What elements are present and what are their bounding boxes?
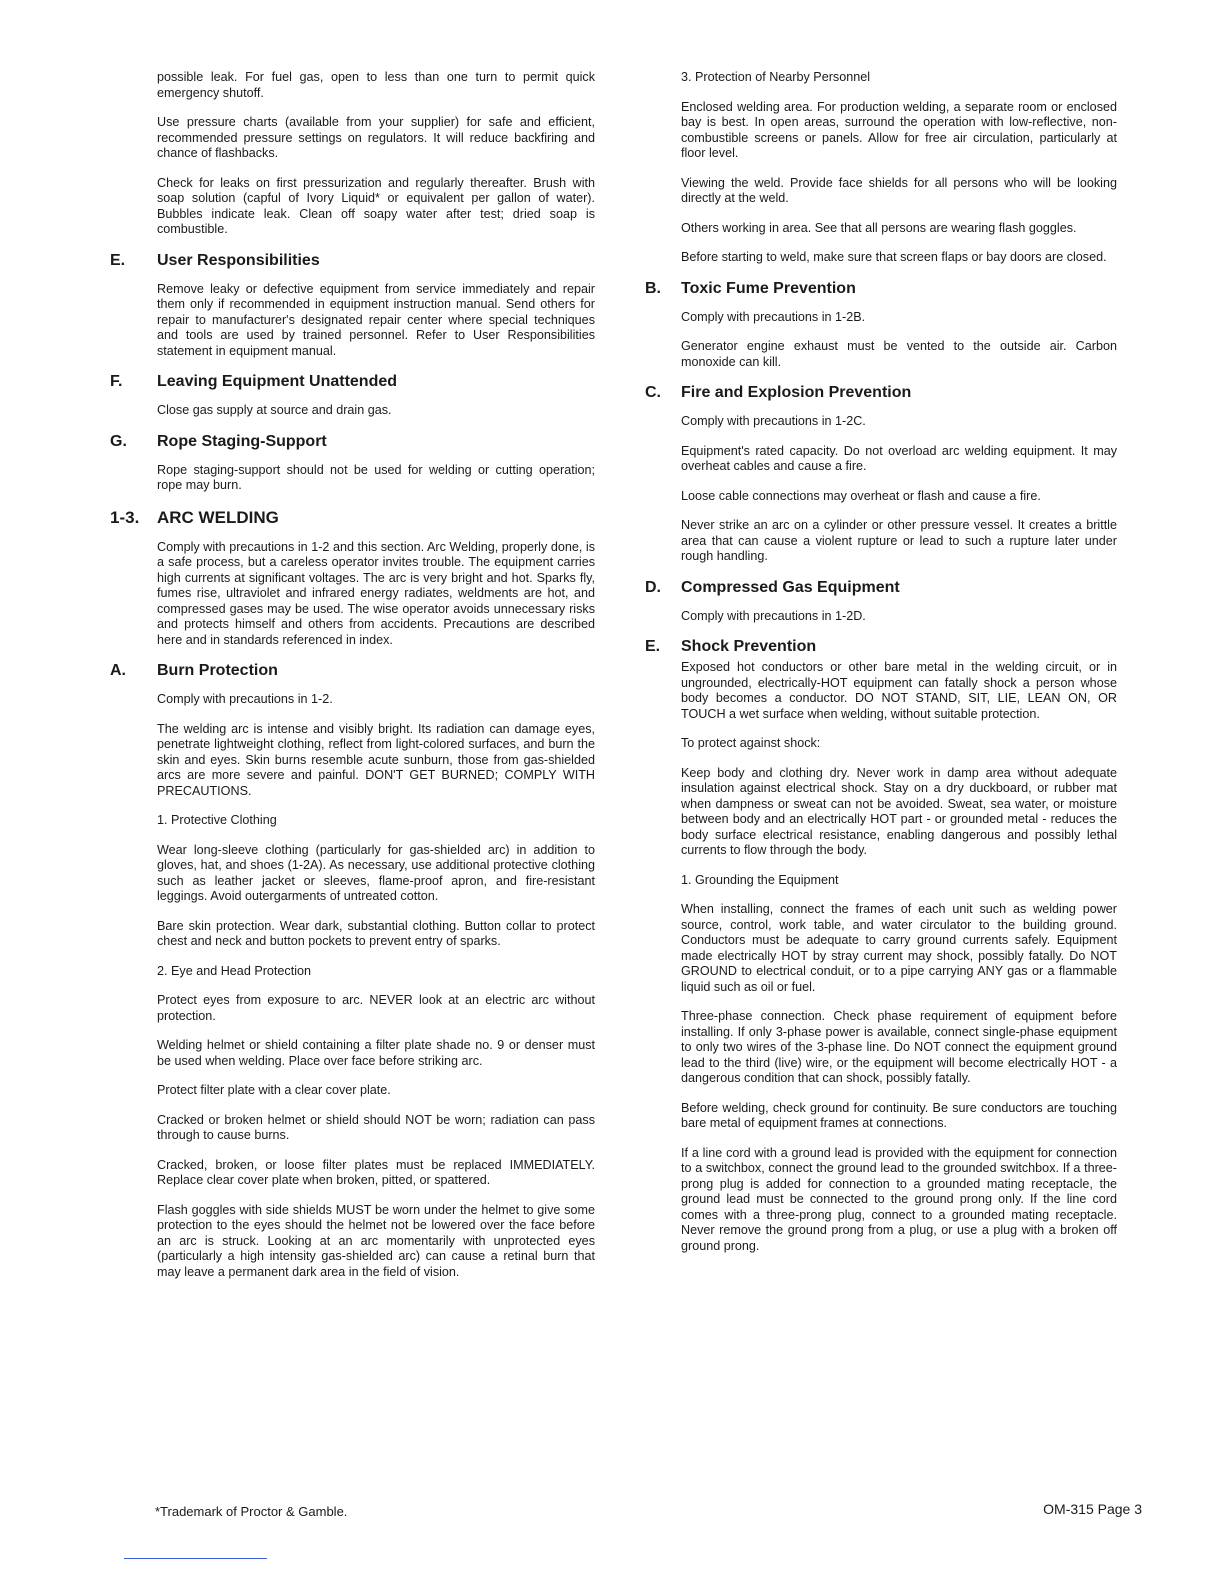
paragraph: To protect against shock: (681, 736, 821, 750)
paragraph: Check for leaks on first pressurization and regularly thereafter. Brush with soap solution (capful of Ivory Liquid* or equivalent per gallon of water). Bubbles indicate leak. Clean off soapy water after test; dried soap is combustible. (157, 175, 595, 236)
paragraph: Flash goggles with side shields MUST be worn under the helmet to give some protection to the eyes should the helmet not be lowered over the face before an arc is struck. Looking at an arc momentarily with unprotected eyes (particularly a high intensity gas-shielded arc) can cause a retinal burn that may leave a permanent dark area in the field of vision. (157, 1202, 595, 1279)
paragraph: Wear long-sleeve clothing (particularly for gas-shielded arc) in addition to gloves, hat, and shoes (1-2A). As necessary, use additional protective clothing such as leather jacket or sleeves, flame-proof apron, and fire-resistant leggings. Avoid outergarments of untreated cotton. (157, 842, 595, 903)
paragraph: Equipment's rated capacity. Do not overload arc welding equipment. It may overheat cables and cause a fire. (681, 443, 1117, 473)
paragraph: Comply with precautions in 1-2 and this section. Arc Welding, properly done, is a safe process, but a careless operator invites trouble. The equipment carries high currents at significant voltages. The arc is very bright and hot. Sparks fly, fumes rise, ultraviolet and infrared energy radiates, weldments are hot, and compressed gases may be used. The wise operator avoids unnecessary risks and protects himself and others from accidents. Precautions are described here and in standards referenced in index. (157, 539, 595, 647)
section-letter: G. (110, 432, 127, 450)
subsection-title: 3. Protection of Nearby Personnel (681, 70, 871, 84)
section-title: Leaving Equipment Unattended (157, 373, 398, 390)
paragraph: Loose cable connections may overheat or flash and cause a fire. (681, 488, 1041, 503)
footnote: *Trademark of Proctor & Gamble. (155, 1504, 348, 1519)
section-title: User Responsibilities (157, 251, 320, 269)
section-title: Shock Prevention (681, 638, 817, 655)
section-number: 1-3. (110, 507, 140, 527)
section-heading-leaving-equipment (110, 373, 595, 391)
paragraph: Cracked or broken helmet or shield should NOT be worn; radiation can pass through to cause burns. (157, 1112, 595, 1142)
section-letter: D. (645, 578, 661, 596)
paragraph: Comply with precautions in 1-2B. (681, 309, 866, 324)
section-letter: E. (110, 251, 126, 269)
subsection-title: 1. Grounding the Equipment (681, 872, 839, 887)
paragraph: Others working in area. See that all persons are wearing flash goggles. (681, 220, 1077, 235)
section-title: Compressed Gas Equipment (681, 578, 900, 596)
paragraph: possible leak. For fuel gas, open to less than one turn to permit quick emergency shutoff. (157, 70, 595, 100)
paragraph: Generator engine exhaust must be vented to the outside air. Carbon monoxide can kill. (681, 339, 1117, 369)
paragraph: Exposed hot conductors or other bare metal in the welding circuit, or in ungrounded, electrically-HOT equipment can fatally shock a person whose body becomes a conductor. DO NOT STAND, SIT, LIE, LEAN ON, OR TOUCH a wet surface when welding, without suitable protection. (681, 660, 1117, 721)
section-title: Rope Staging-Support (157, 432, 327, 450)
paragraph: If a line cord with a ground lead is provided with the equipment for connection to a switchbox, connect the ground lead to the grounded switchbox. If a three-prong plug is added for connection to a grounded mating receptacle, the ground lead must be connected to the ground prong only. If the line cord comes with a three-prong plug, connect to a grounded mating receptacle. Never remove the ground prong from a plug, or use a plug with a broken off ground prong. (681, 1145, 1117, 1253)
paragraph: Enclosed welding area. For production welding, a separate room or enclosed bay is best. In open areas, surround the operation with low-reflective, non-combustible screens or panels. Allow for free air circulation, particularly at floor level. (681, 99, 1117, 160)
left-column (110, 70, 595, 1294)
paragraph: When installing, connect the frames of each unit such as welding power source, control, work table, and water circulator to the building ground. Conductors must be adequate to carry ground currents safely. Equipment made electrically HOT by stray current may shock, possibly fatally. Do NOT GROUND to electrical conduit, or to a pipe carrying ANY gas or a flammable liquid such as oil or fuel. (681, 902, 1117, 994)
paragraph: Protect filter plate with a clear cover plate. (157, 1083, 391, 1097)
section-letter: C. (645, 384, 661, 401)
section-heading-shock-prevention (645, 638, 1117, 656)
section-heading-burn-protection (110, 662, 595, 680)
paragraph: Before welding, check ground for continuity. Be sure conductors are touching bare metal of equipment frames at connections. (681, 1100, 1117, 1130)
section-letter: F. (110, 373, 123, 390)
divider-line (124, 1558, 267, 1559)
subsection-title: 1. Protective Clothing (157, 813, 277, 827)
section-letter: E. (645, 638, 661, 655)
section-title: Burn Protection (157, 662, 278, 679)
page-number: OM-315 Page 3 (1043, 1501, 1142, 1517)
paragraph: Remove leaky or defective equipment from service immediately and repair them only if recommended in equipment instruction manual. Send others for repair to manufacturer's designated repair center where special techniques and tools are used by trained personnel. Refer to User Responsibilities statement in equipment manual. (157, 281, 595, 358)
paragraph: Close gas supply at source and drain gas. (157, 403, 392, 417)
subsection-title: 2. Eye and Head Protection (157, 963, 312, 978)
section-heading-user-responsibilities (110, 252, 595, 270)
paragraph: The welding arc is intense and visibly bright. Its radiation can damage eyes, penetrate lightweight clothing, reflect from light-colored surfaces, and burn the skin and eyes. Skin burns resemble acute sunburn, those from gas-shielded arcs are more severe and painful. DON'T GET BURNED; COMPLY WITH PRECAUTIONS. (157, 721, 595, 798)
paragraph: Comply with precautions in 1-2. (157, 692, 333, 706)
paragraph: Cracked, broken, or loose filter plates must be replaced IMMEDIATELY. Replace clear cover plate when broken, pitted, or spattered. (157, 1157, 595, 1187)
section-heading-toxic-fume (645, 280, 1117, 298)
section-heading-fire-explosion (645, 384, 1117, 402)
paragraph: Use pressure charts (available from your supplier) for safe and efficient, recommended pressure settings on regulators. It will reduce backfiring and chance of flashbacks. (157, 115, 595, 160)
section-letter: B. (645, 279, 661, 297)
section-heading-compressed-gas (645, 579, 1117, 597)
paragraph: Three-phase connection. Check phase requirement of equipment before installing. If only 3-phase power is available, connect single-phase equipment to only two wires of the 3-phase line. Do NOT connect the equipment ground lead to the third (live) wire, or the equipment will become electrically HOT - a dangerous condition that can shock, possibly fatally. (681, 1009, 1117, 1085)
paragraph: Viewing the weld. Provide face shields for all persons who will be looking directly at the weld. (681, 175, 1117, 205)
paragraph: Never strike an arc on a cylinder or other pressure vessel. It creates a brittle area that can cause a violent rupture or lead to such a rupture later under rough handling. (681, 518, 1117, 563)
paragraph: Welding helmet or shield containing a filter plate shade no. 9 or denser must be used when welding. Place over face before striking arc. (157, 1038, 595, 1068)
paragraph: Bare skin protection. Wear dark, substantial clothing. Button collar to protect chest and neck and button pockets to prevent entry of sparks. (157, 918, 595, 948)
paragraph: Comply with precautions in 1-2D. (681, 608, 866, 623)
section-title: ARC WELDING (157, 507, 279, 527)
section-title: Fire and Explosion Prevention (681, 384, 912, 401)
paragraph: Rope staging-support should not be used for welding or cutting operation; rope may burn. (157, 462, 595, 492)
section-title: Toxic Fume Prevention (681, 279, 856, 297)
section-heading-rope-staging (110, 433, 595, 451)
paragraph: Before starting to weld, make sure that screen flaps or bay doors are closed. (681, 250, 1107, 264)
right-column (645, 70, 1117, 1268)
section-letter: A. (110, 662, 126, 679)
paragraph: Keep body and clothing dry. Never work in damp area without adequate insulation against electrical shock. Stay on a dry duckboard, or rubber mat when dampness or sweat can not be avoided. Sweat, sea water, or moisture between body and an electrically HOT part - or grounded metal - reduces the body surface electrical resistance, enabling dangerous and possibly lethal currents to flow through the body. (681, 765, 1117, 857)
paragraph: Comply with precautions in 1-2C. (681, 414, 866, 428)
paragraph: Protect eyes from exposure to arc. NEVER look at an electric arc without protection. (157, 993, 595, 1023)
section-heading-arc-welding (110, 508, 595, 528)
